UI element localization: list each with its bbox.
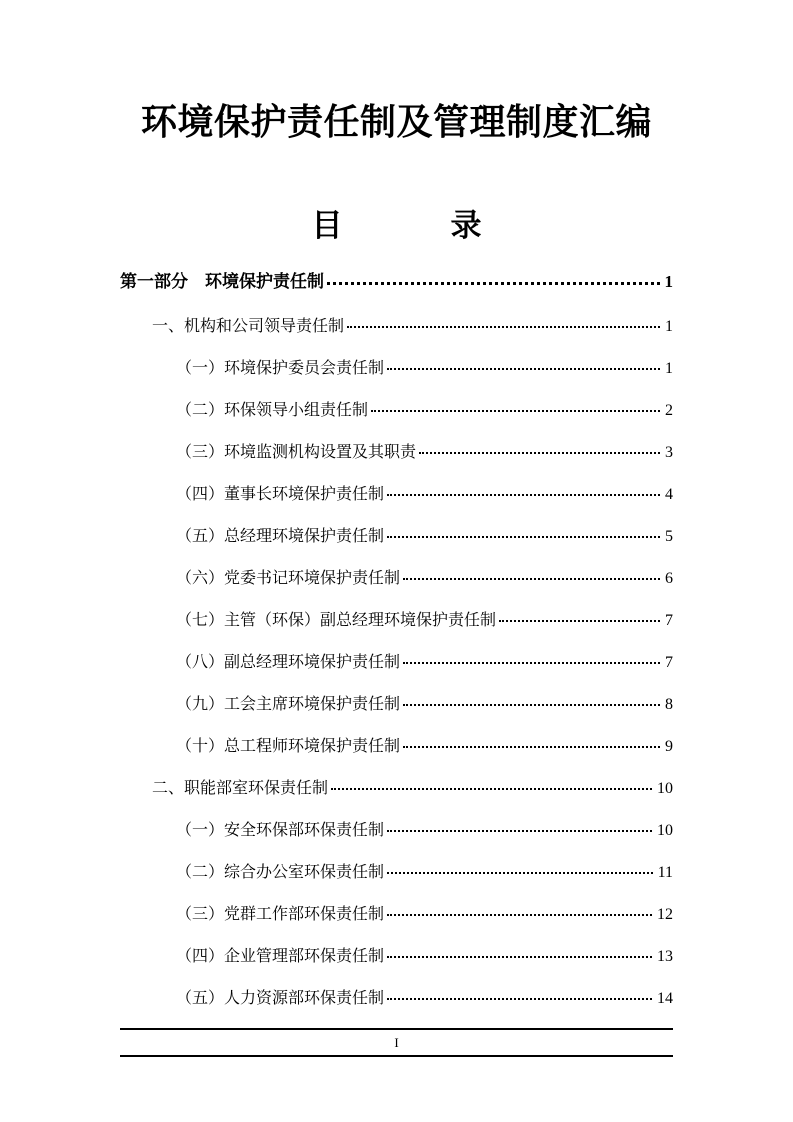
toc-leader-dots — [403, 704, 660, 706]
toc-entry-label: （七）主管（环保）副总经理环境保护责任制 — [176, 612, 497, 629]
toc-entry[interactable] — [120, 348, 673, 390]
toc-entry-label: （三）环境监测机构设置及其职责 — [176, 444, 417, 461]
document-title: 环境保护责任制及管理制度汇编 — [140, 102, 652, 142]
toc-leader-dots — [387, 494, 660, 496]
toc-entry[interactable] — [120, 432, 673, 474]
toc-leader-dots — [403, 746, 660, 748]
toc-entry-page: 1 — [665, 360, 673, 377]
toc-entry-label: 二、职能部室环保责任制 — [152, 780, 329, 797]
toc-leader-dots — [403, 578, 660, 580]
toc-entry[interactable] — [120, 642, 673, 684]
toc-entry-page: 4 — [665, 486, 673, 503]
toc-entry-page: 7 — [665, 654, 673, 671]
toc-entry[interactable] — [120, 600, 673, 642]
toc-leader-dots — [387, 368, 660, 370]
toc-entry[interactable] — [120, 852, 673, 894]
toc-entry[interactable] — [120, 894, 673, 936]
toc-leader-dots — [387, 872, 653, 874]
toc-entry[interactable] — [120, 810, 673, 852]
toc-heading-char-second: 录 — [450, 208, 482, 243]
toc-entry-page: 11 — [657, 864, 673, 881]
toc-entry-label: （四）企业管理部环保责任制 — [176, 948, 385, 965]
toc-entry-page: 1 — [664, 272, 673, 291]
toc-heading — [120, 204, 673, 248]
toc-leader-dots — [387, 998, 652, 1000]
toc-entry-label: （二）综合办公室环保责任制 — [176, 864, 385, 881]
toc-heading-char-first: 目 — [311, 208, 343, 243]
toc-leader-dots — [387, 956, 652, 958]
toc-entry[interactable] — [120, 260, 673, 304]
toc-entry-page: 14 — [657, 990, 673, 1007]
toc-entry-page: 7 — [665, 612, 673, 629]
toc-entry-label: （九）工会主席环境保护责任制 — [176, 696, 401, 713]
toc-leader-dots — [327, 282, 660, 285]
toc-list — [120, 260, 673, 1020]
toc-leader-dots — [331, 788, 652, 790]
toc-entry-page: 2 — [665, 402, 673, 419]
toc-entry-page: 5 — [665, 528, 673, 545]
toc-entry[interactable] — [120, 558, 673, 600]
toc-entry-page: 1 — [665, 318, 673, 335]
toc-entry-label: （三）党群工作部环保责任制 — [176, 906, 385, 923]
toc-entry-page: 3 — [665, 444, 673, 461]
toc-entry-label: （一）安全环保部环保责任制 — [176, 822, 385, 839]
toc-entry-label: （八）副总经理环境保护责任制 — [176, 654, 401, 671]
toc-entry-label: （五）总经理环境保护责任制 — [176, 528, 385, 545]
toc-entry-label: （六）党委书记环境保护责任制 — [176, 570, 401, 587]
toc-entry[interactable] — [120, 726, 673, 768]
toc-entry[interactable] — [120, 768, 673, 810]
toc-entry[interactable] — [120, 516, 673, 558]
toc-entry-page: 12 — [657, 906, 673, 923]
toc-entry-label: （十）总工程师环境保护责任制 — [176, 738, 401, 755]
toc-entry[interactable] — [120, 306, 673, 348]
toc-leader-dots — [347, 326, 660, 328]
toc-leader-dots — [387, 536, 660, 538]
toc-leader-dots — [499, 620, 660, 622]
toc-entry-page: 10 — [657, 780, 673, 797]
toc-entry-label: 第一部分 环境保护责任制 — [120, 272, 324, 291]
toc-entry-page: 10 — [657, 822, 673, 839]
toc-entry-label: （一）环境保护委员会责任制 — [176, 360, 385, 377]
toc-leader-dots — [403, 662, 660, 664]
toc-entry-label: （四）董事长环境保护责任制 — [176, 486, 385, 503]
toc-leader-dots — [419, 452, 660, 454]
page-footer — [120, 1028, 673, 1057]
toc-leader-dots — [387, 830, 652, 832]
toc-entry-page: 6 — [665, 570, 673, 587]
toc-entry[interactable] — [120, 474, 673, 516]
toc-entry-label: （五）人力资源部环保责任制 — [176, 990, 385, 1007]
toc-entry-label: （二）环保领导小组责任制 — [176, 402, 369, 419]
toc-entry-page: 13 — [657, 948, 673, 965]
toc-leader-dots — [371, 410, 660, 412]
toc-entry[interactable] — [120, 390, 673, 432]
toc-entry-page: 8 — [665, 696, 673, 713]
footer-page-number: I — [394, 1034, 399, 1050]
toc-entry[interactable] — [120, 684, 673, 726]
toc-entry-label: 一、机构和公司领导责任制 — [152, 318, 345, 335]
toc-leader-dots — [387, 914, 652, 916]
toc-entry[interactable] — [120, 978, 673, 1020]
toc-entry-page: 9 — [665, 738, 673, 755]
toc-entry[interactable] — [120, 936, 673, 978]
